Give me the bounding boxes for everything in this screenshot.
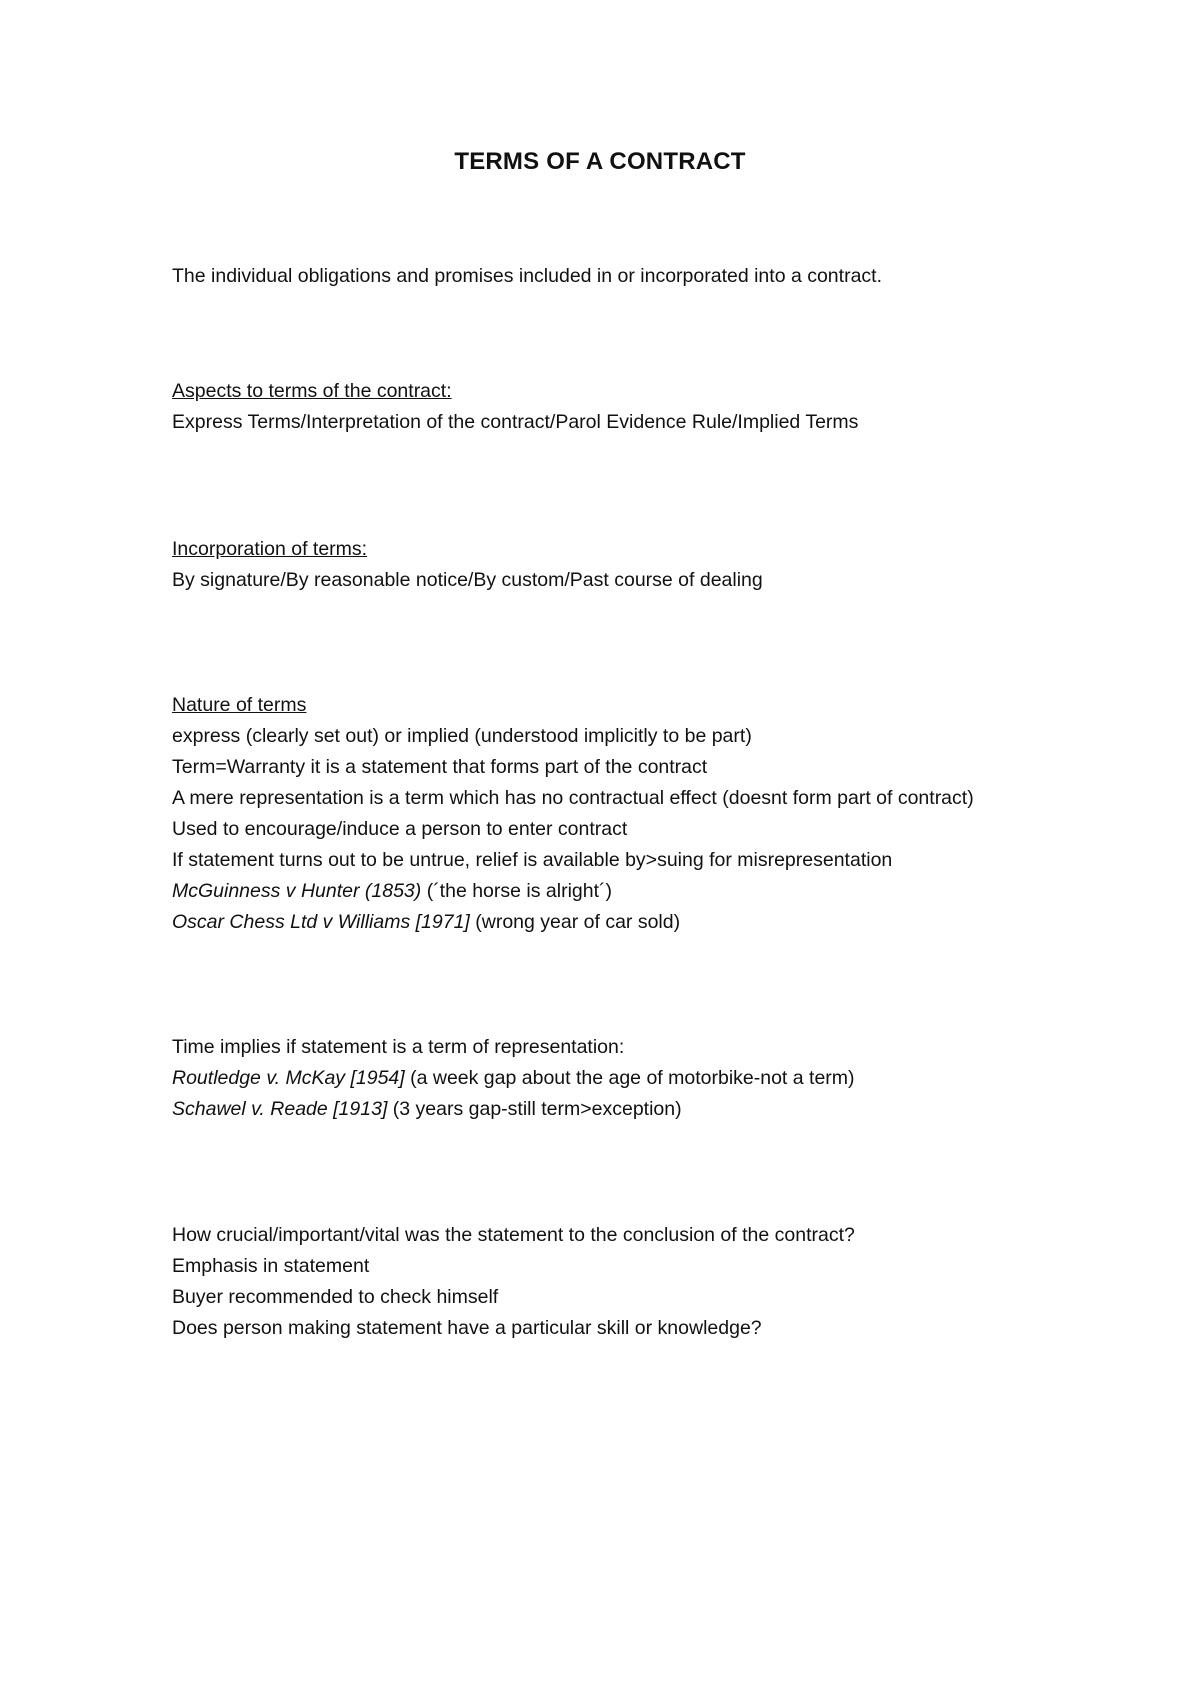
nature-line: express (clearly set out) or implied (understood implicitly to be part) — [172, 725, 752, 747]
crucial-line: Does person making statement have a particular skill or knowledge? — [172, 1317, 762, 1339]
case-citation — [172, 876, 612, 907]
nature-line: Used to encourage/induce a person to enter contract — [172, 818, 628, 840]
nature-heading: Nature of terms — [172, 694, 307, 716]
case-note: (a week gap about the age of motorbike-not a term) — [404, 1067, 855, 1089]
nature-line: Term=Warranty it is a statement that forms part of the contract — [172, 756, 708, 778]
aspects-heading: Aspects to terms of the contract: — [172, 380, 452, 402]
incorporation-heading: Incorporation of terms: — [172, 538, 368, 560]
time-heading: Time implies if statement is a term of representation: — [172, 1036, 625, 1058]
nature-line: If statement turns out to be untrue, relief is available by>suing for misrepresentation — [172, 849, 893, 871]
case-note: (wrong year of car sold) — [469, 911, 681, 933]
incorporation-body: By signature/By reasonable notice/By custom/Past course of dealing — [172, 569, 763, 591]
case-name: Oscar Chess Ltd v Williams [1971] — [172, 911, 470, 933]
case-name: McGuinness v Hunter (1853) — [172, 880, 422, 902]
intro-text: The individual obligations and promises included in or incorporated into a contract. — [172, 265, 882, 287]
crucial-line: How crucial/important/vital was the statement to the conclusion of the contract? — [172, 1224, 855, 1246]
crucial-line: Emphasis in statement — [172, 1255, 370, 1277]
aspects-body: Express Terms/Interpretation of the contract/Parol Evidence Rule/Implied Terms — [172, 411, 859, 433]
case-name: Routledge v. McKay [1954] — [172, 1067, 405, 1089]
case-citation — [172, 1063, 855, 1094]
case-citation — [172, 907, 680, 938]
crucial-line: Buyer recommended to check himself — [172, 1286, 499, 1308]
case-note: (3 years gap-still term>exception) — [387, 1098, 682, 1120]
case-name: Schawel v. Reade [1913] — [172, 1098, 388, 1120]
case-note: (´the horse is alright´) — [421, 880, 613, 902]
page-title: TERMS OF A CONTRACT — [454, 148, 746, 175]
case-citation — [172, 1094, 682, 1125]
nature-line: A mere representation is a term which has no contractual effect (doesnt form part of contract) — [172, 787, 974, 809]
